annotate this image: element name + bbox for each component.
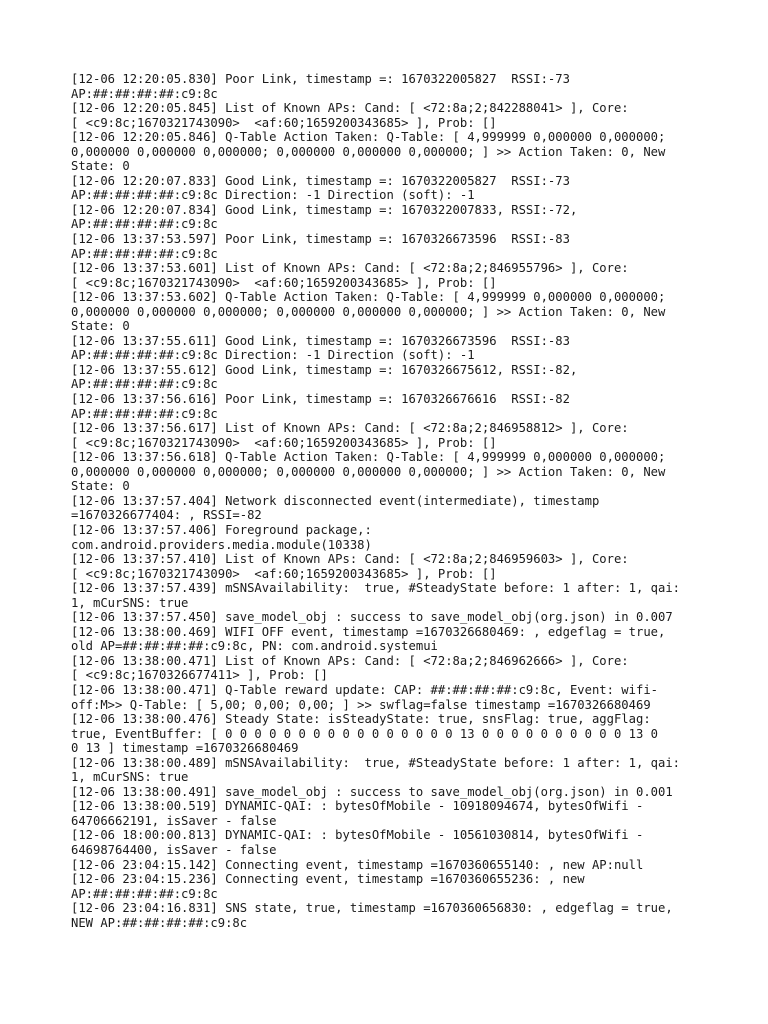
log-line: AP:##:##:##:##:c9:8c (71, 886, 218, 901)
log-line: [12-06 13:38:00.469] WIFI OFF event, timestamp =1670326680469: , edgeflag = true, (71, 624, 666, 639)
log-line: off:M>> Q-Table: [ 5,00; 0,00; 0,00; ] >> swflag=false timestamp =1670326680469 (71, 697, 651, 712)
log-text-block (71, 72, 711, 930)
log-line: [12-06 13:38:00.471] Q-Table reward update: CAP: ##:##:##:##:c9:8c, Event: wifi- (71, 682, 658, 697)
log-line: State: 0 (71, 319, 130, 334)
log-line: [12-06 13:38:00.519] DYNAMIC-QAI: : bytesOfMobile - 10918094674, bytesOfWifi - (71, 799, 644, 814)
log-line: [12-06 13:38:00.471] List of Known APs: Cand: [ <72:8a;2;846962666> ], Core: (71, 653, 629, 668)
log-line: [ <c9:8c;1670321743090> <af:60;1659200343685> ], Prob: [] (71, 115, 497, 130)
log-line: [12-06 13:37:53.602] Q-Table Action Taken: Q-Table: [ 4,999999 0,000000 0,000000; (71, 290, 666, 305)
log-line: AP:##:##:##:##:c9:8c Direction: -1 Direction (soft): -1 (71, 188, 475, 203)
log-line: =1670326677404: , RSSI=-82 (71, 508, 262, 523)
log-line: [12-06 12:20:05.846] Q-Table Action Taken: Q-Table: [ 4,999999 0,000000 0,000000; (71, 130, 666, 145)
log-line: [12-06 13:37:57.404] Network disconnected event(intermediate), timestamp (71, 493, 600, 508)
log-line: AP:##:##:##:##:c9:8c (71, 377, 218, 392)
log-line: [12-06 13:37:57.410] List of Known APs: Cand: [ <72:8a;2;846959603> ], Core: (71, 552, 629, 567)
log-line: 0,000000 0,000000 0,000000; 0,000000 0,000000 0,000000; ] >> Action Taken: 0, New (71, 144, 666, 159)
log-line: [ <c9:8c;1670326677411> ], Prob: [] (71, 668, 328, 683)
log-line: [ <c9:8c;1670321743090> <af:60;1659200343685> ], Prob: [] (71, 275, 497, 290)
log-line: [12-06 13:37:56.618] Q-Table Action Taken: Q-Table: [ 4,999999 0,000000 0,000000; (71, 450, 666, 465)
log-line: [12-06 12:20:05.830] Poor Link, timestamp =: 1670322005827 RSSI:-73 (71, 72, 570, 86)
log-line: AP:##:##:##:##:c9:8c Direction: -1 Direction (soft): -1 (71, 348, 475, 363)
log-line: [12-06 23:04:16.831] SNS state, true, timestamp =1670360656830: , edgeflag = true, (71, 901, 673, 916)
log-line: 0,000000 0,000000 0,000000; 0,000000 0,000000 0,000000; ] >> Action Taken: 0, New (71, 304, 666, 319)
log-line: State: 0 (71, 479, 130, 494)
log-line: 1, mCurSNS: true (71, 770, 189, 785)
log-line: AP:##:##:##:##:c9:8c (71, 86, 218, 101)
log-line: [ <c9:8c;1670321743090> <af:60;1659200343685> ], Prob: [] (71, 566, 497, 581)
log-line: 64706662191, isSaver - false (71, 813, 277, 828)
log-line: [12-06 13:37:56.617] List of Known APs: Cand: [ <72:8a;2;846958812> ], Core: (71, 421, 629, 436)
log-line: NEW AP:##:##:##:##:c9:8c (71, 915, 248, 930)
log-line: 0 13 ] timestamp =1670326680469 (71, 741, 299, 756)
log-line: [12-06 23:04:15.142] Connecting event, timestamp =1670360655140: , new AP:null (71, 857, 644, 872)
log-line: AP:##:##:##:##:c9:8c (71, 406, 218, 421)
log-line: [12-06 13:37:55.611] Good Link, timestamp =: 1670326673596 RSSI:-83 (71, 333, 570, 348)
log-line: [12-06 13:37:57.450] save_model_obj : success to save_model_obj(org.json) in 0.007 (71, 610, 673, 625)
log-line: State: 0 (71, 159, 130, 174)
log-line: [12-06 13:38:00.489] mSNSAvailability: true, #SteadyState before: 1 after: 1, qai: (71, 755, 681, 770)
log-line: [12-06 13:37:56.616] Poor Link, timestamp =: 1670326676616 RSSI:-82 (71, 392, 570, 407)
log-line: 64698764400, isSaver - false (71, 842, 277, 857)
log-line: [12-06 23:04:15.236] Connecting event, timestamp =1670360655236: , new (71, 872, 585, 887)
log-line: [12-06 12:20:07.833] Good Link, timestamp =: 1670322005827 RSSI:-73 (71, 173, 570, 188)
log-line: [12-06 13:38:00.491] save_model_obj : success to save_model_obj(org.json) in 0.001 (71, 784, 673, 799)
log-line: AP:##:##:##:##:c9:8c (71, 217, 218, 232)
log-line: [12-06 18:00:00.813] DYNAMIC-QAI: : bytesOfMobile - 10561030814, bytesOfWifi - (71, 828, 644, 843)
log-line: 1, mCurSNS: true (71, 595, 189, 610)
log-line: AP:##:##:##:##:c9:8c (71, 246, 218, 261)
log-line: true, EventBuffer: [ 0 0 0 0 0 0 0 0 0 0 0 0 0 0 0 0 13 0 0 0 0 0 0 0 0 0 0 13 0 (71, 726, 658, 741)
log-line: [12-06 12:20:05.845] List of Known APs: Cand: [ <72:8a;2;842288041> ], Core: (71, 101, 629, 116)
log-line: 0,000000 0,000000 0,000000; 0,000000 0,000000 0,000000; ] >> Action Taken: 0, New (71, 464, 666, 479)
log-line: [12-06 13:37:53.597] Poor Link, timestamp =: 1670326673596 RSSI:-83 (71, 232, 570, 247)
log-line: old AP=##:##:##:##:c9:8c, PN: com.android.systemui (71, 639, 438, 654)
log-line: [12-06 13:37:57.439] mSNSAvailability: true, #SteadyState before: 1 after: 1, qai: (71, 581, 681, 596)
log-line: [12-06 12:20:07.834] Good Link, timestamp =: 1670322007833, RSSI:-72, (71, 202, 578, 217)
log-line: [12-06 13:37:53.601] List of Known APs: Cand: [ <72:8a;2;846955796> ], Core: (71, 261, 629, 276)
log-line: [ <c9:8c;1670321743090> <af:60;1659200343685> ], Prob: [] (71, 435, 497, 450)
log-line: com.android.providers.media.module(10338) (71, 537, 372, 552)
log-line: [12-06 13:37:55.612] Good Link, timestamp =: 1670326675612, RSSI:-82, (71, 362, 578, 377)
log-line: [12-06 13:37:57.406] Foreground package,: (71, 522, 372, 537)
log-line: [12-06 13:38:00.476] Steady State: isSteadyState: true, snsFlag: true, aggFlag: (71, 712, 651, 727)
